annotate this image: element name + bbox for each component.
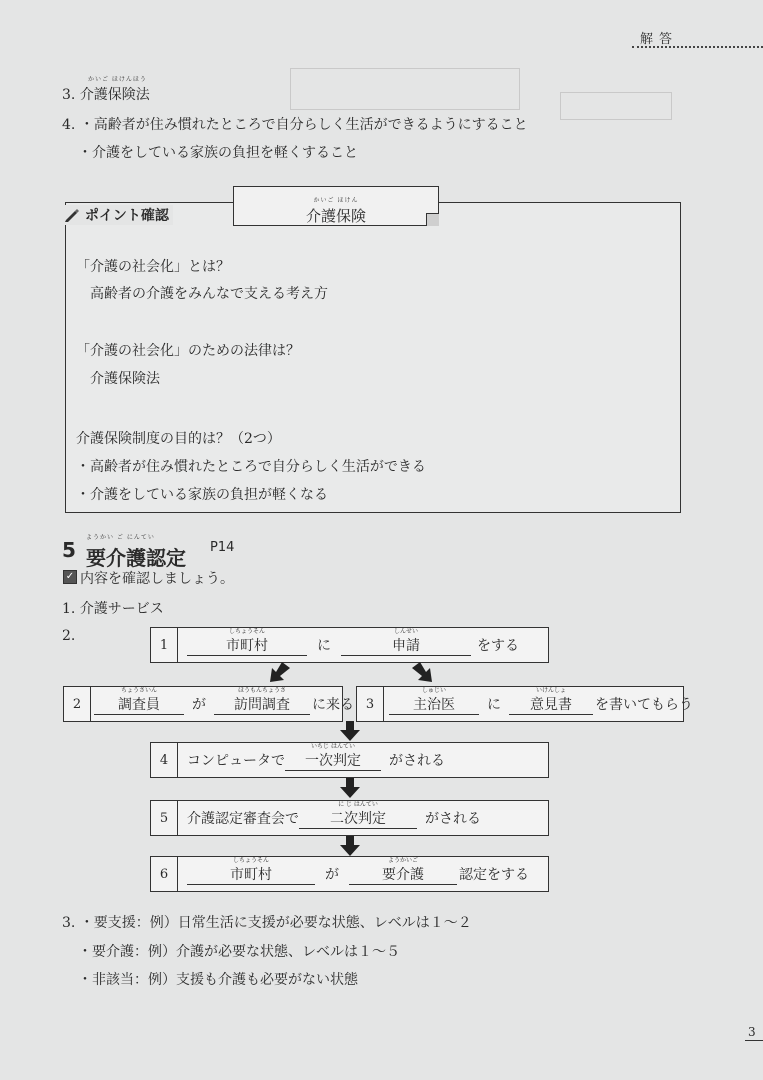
ruby: しちょうそん bbox=[232, 856, 269, 864]
step-number: 3 bbox=[357, 687, 384, 721]
header-label: 解答 bbox=[640, 32, 679, 47]
flow-step-3 bbox=[356, 686, 693, 722]
answer-q3-2: ・介護をしている家族の負担が軽くなる bbox=[76, 487, 328, 503]
section-number: 5 bbox=[62, 538, 76, 562]
arrow-down-icon bbox=[340, 778, 360, 798]
blank-answer bbox=[349, 856, 457, 885]
page-number: 3 bbox=[748, 1025, 756, 1039]
step-text bbox=[94, 687, 354, 721]
answer-q2: 介護保険法 bbox=[90, 371, 160, 387]
flow-step-5 bbox=[150, 800, 549, 836]
section-title bbox=[86, 534, 186, 571]
section-title-text: 要介護認定 bbox=[86, 546, 186, 570]
arrow-down-right-icon bbox=[408, 662, 434, 684]
arrow-down-left-icon bbox=[268, 662, 294, 684]
step-text bbox=[389, 687, 693, 721]
connector-text: が bbox=[192, 697, 206, 713]
item-1 bbox=[62, 598, 164, 618]
answer-value: 一次判定 bbox=[305, 752, 361, 769]
ruby: しちょうそん bbox=[228, 627, 265, 635]
step-text bbox=[187, 628, 519, 662]
suffix-text: がされる bbox=[425, 811, 481, 827]
folder-tab bbox=[233, 186, 439, 226]
prefix-text: コンピュータで bbox=[187, 753, 285, 769]
tab-title bbox=[234, 197, 438, 226]
connector-text: に bbox=[487, 697, 501, 713]
answer-q1: 高齢者の介護をみんなで支える考え方 bbox=[90, 286, 328, 302]
answer-4-line2: ・介護をしている家族の負担を軽くすること bbox=[78, 145, 358, 161]
section-page-ref: P14 bbox=[210, 540, 235, 555]
answer-value: 主治医 bbox=[413, 696, 455, 713]
step-number: 4 bbox=[151, 743, 178, 777]
ruby: ちょうさいん bbox=[120, 686, 157, 694]
ruby: ほうもんちょうさ bbox=[237, 686, 286, 694]
answer-value: 要介護 bbox=[382, 866, 424, 883]
blank-answer bbox=[389, 686, 479, 715]
item-3-line1 bbox=[62, 912, 472, 932]
ruby: しんせい bbox=[393, 627, 418, 635]
ruby: ようかいご bbox=[387, 856, 418, 864]
step-text bbox=[187, 743, 445, 777]
ruby: かいご ほけん bbox=[313, 197, 359, 204]
answer-value: 意見書 bbox=[530, 696, 572, 713]
blank-answer bbox=[214, 686, 310, 715]
page-number-line bbox=[745, 1040, 763, 1041]
item-3-num: 3. bbox=[62, 915, 76, 931]
step-number: 6 bbox=[151, 857, 178, 891]
ruby: しゅじい bbox=[421, 686, 446, 694]
blank-answer bbox=[509, 686, 593, 715]
ruby: ようかい ご にんてい bbox=[86, 534, 155, 541]
point-check-text: ポイント確認 bbox=[84, 208, 169, 224]
blank-answer bbox=[187, 627, 307, 656]
answer-value: 市町村 bbox=[230, 866, 272, 883]
step-number: 1 bbox=[151, 628, 178, 662]
suffix-text: をする bbox=[477, 638, 519, 654]
bleed-through-box bbox=[290, 68, 520, 110]
blank-answer bbox=[94, 686, 184, 715]
step-text bbox=[187, 801, 481, 835]
answer-3 bbox=[62, 76, 150, 104]
answer-value: 二次判定 bbox=[330, 810, 386, 827]
pencil-icon bbox=[64, 207, 80, 223]
connector-text: に bbox=[317, 638, 331, 654]
suffix-text: を書いてもらう bbox=[595, 697, 693, 713]
ruby: に じ はんてい bbox=[338, 800, 378, 808]
ruby: いちじ はんてい bbox=[311, 742, 355, 750]
item-1-text: 介護サービス bbox=[79, 601, 164, 617]
answer-4 bbox=[62, 114, 528, 134]
item-2-num: 2. bbox=[62, 628, 76, 644]
answer-4-line1: ・高齢者が住み慣れたところで自分らしく生活ができるようにすること bbox=[79, 117, 528, 133]
suffix-text: がされる bbox=[389, 753, 445, 769]
ruby: かいご ほけんほう bbox=[88, 76, 147, 83]
tab-title-text: 介護保険 bbox=[305, 207, 366, 225]
item-3-text: ・要支援：例）日常生活に支援が必要な状態、レベルは１～２ bbox=[79, 915, 472, 931]
instruction: 内容を確認しましょう。 bbox=[80, 571, 234, 587]
answer-value: 申請 bbox=[392, 637, 420, 654]
arrow-down-icon bbox=[340, 836, 360, 856]
flow-step-1 bbox=[150, 627, 549, 663]
bleed-through-box bbox=[560, 92, 672, 120]
question-2: 「介護の社会化」のための法律は？ bbox=[76, 343, 300, 359]
suffix-text: 認定をする bbox=[459, 867, 529, 883]
arrow-down-icon bbox=[340, 721, 360, 741]
answer-4-num: 4. bbox=[62, 117, 76, 133]
answer-3-num: 3. bbox=[62, 87, 76, 103]
prefix-text: 介護認定審査会で bbox=[187, 811, 299, 827]
ruby: いけんしょ bbox=[535, 686, 566, 694]
suffix-text: に来る bbox=[312, 697, 354, 713]
flow-step-6 bbox=[150, 856, 549, 892]
step-number: 5 bbox=[151, 801, 178, 835]
connector-text: が bbox=[325, 867, 339, 883]
blank-answer bbox=[299, 800, 417, 829]
check-icon: ✓ bbox=[63, 570, 77, 584]
blank-answer bbox=[187, 856, 315, 885]
blank-answer bbox=[341, 627, 471, 656]
answer-value: 調査員 bbox=[118, 696, 160, 713]
header-divider bbox=[632, 46, 763, 48]
item-3-line3: ・非該当：例）支援も介護も必要がない状態 bbox=[78, 972, 358, 988]
point-check-label bbox=[60, 205, 173, 225]
question-1: 「介護の社会化」とは？ bbox=[76, 259, 230, 275]
flow-step-4 bbox=[150, 742, 549, 778]
answer-3-text: 介護保険法 bbox=[79, 87, 150, 103]
step-text bbox=[187, 857, 529, 891]
question-3: 介護保険制度の目的は？（2つ） bbox=[76, 431, 281, 447]
answer-value: 市町村 bbox=[226, 637, 268, 654]
item-1-num: 1. bbox=[62, 601, 76, 617]
answer-value: 訪問調査 bbox=[234, 696, 290, 713]
blank-answer bbox=[285, 742, 381, 771]
answer-q3-1: ・高齢者が住み慣れたところで自分らしく生活ができる bbox=[76, 459, 426, 475]
item-3-line2: ・要介護：例）介護が必要な状態、レベルは１～５ bbox=[78, 944, 400, 960]
flow-step-2 bbox=[63, 686, 354, 722]
step-number: 2 bbox=[64, 687, 91, 721]
